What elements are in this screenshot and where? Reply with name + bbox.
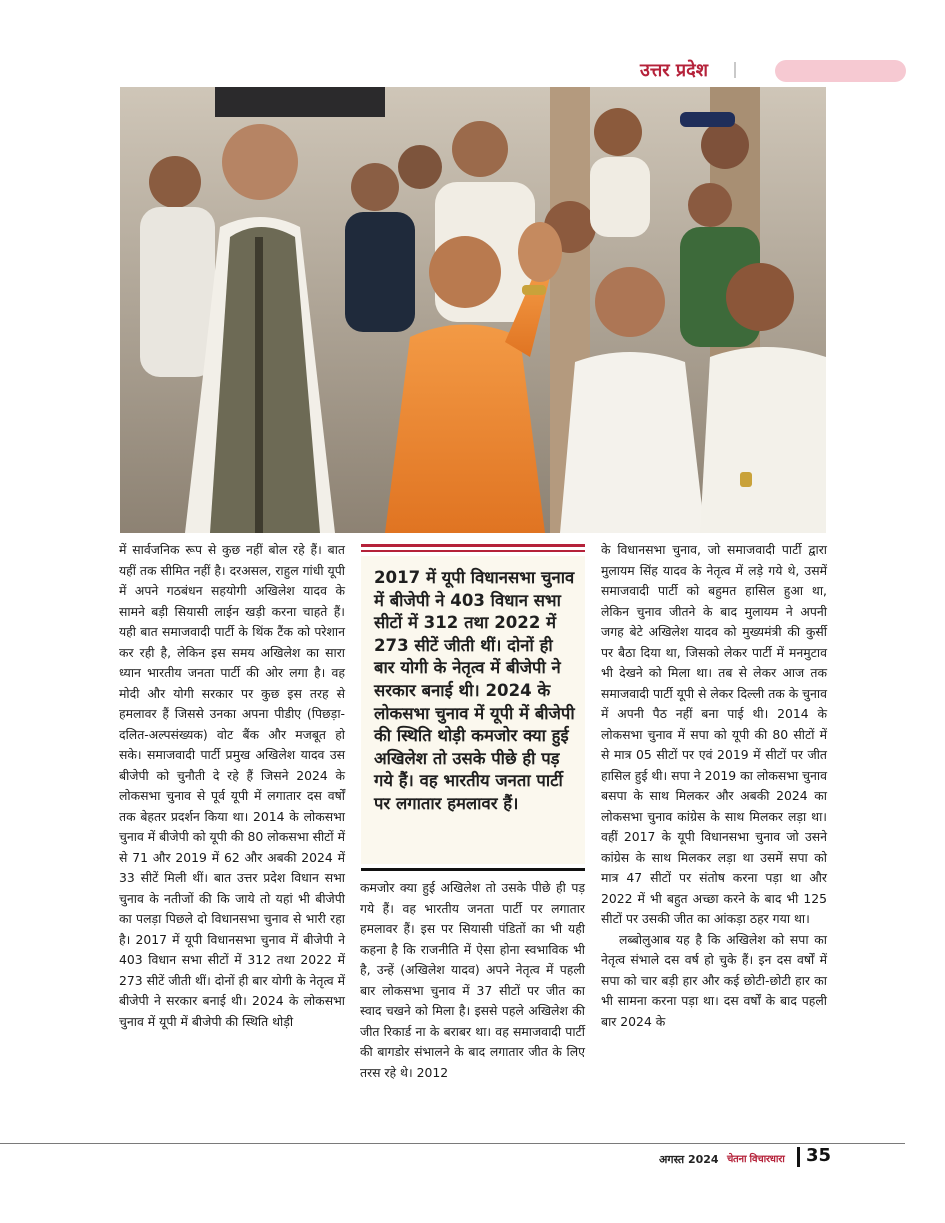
- pull-quote: 2017 में यूपी विधानसभा चुनाव में बीजेपी ने 403 विधान सभा सीटों में 312 तथा 2022 में 273 सीटें जीती थीं। दोनों ही बार योगी के नेतृत्व में बीजेपी ने सरकार बनाई थी। 2024 के लोकसभा चुनाव में यूपी में बीजेपी की स्थिति थोड़ी कमजोर क्या हुई अखिलेश तो उसके पीछे ही पड़ गये हैं। वह भारतीय जनता पार्टी पर लगातार हमलावर हैं।: [374, 568, 575, 813]
- page-number: 35: [806, 1145, 832, 1166]
- quote-rule-top-thin: [361, 550, 585, 552]
- article-column-1: [119, 540, 345, 1032]
- photo-illustration: [120, 87, 826, 533]
- column-1-text: में सार्वजनिक रूप से कुछ नहीं बोल रहे हैं। बात यहीं तक सीमित नहीं है। दरअसल, राहुल गांधी यूपी में अपने गठबंधन सहयोगी अखिलेश यादव के सामने बड़ी सियासी लाईन खड़ी करना चाहते हैं। यही बात समाजवादी पार्टी के थिंक टैंक को परेशान कर रही है, लेकिन इस समय अखिलेश का सारा ध्यान भारतीय जनता पार्टी की ओर लगा है। वह मोदी और योगी सरकार पर कुछ इस तरह से हमलावर हैं जिससे उनका अपना पीडीए (पिछड़ा-दलित-अल्पसंख्यक) वोट बैंक और मजबूत हो सके। समाजवादी पार्टी प्रमुख अखिलेश यादव उस बीजेपी को चुनौती दे रहे हैं जिसने 2024 के लोकसभा चुनाव से पूर्व यूपी में लगातार दस वर्षों तक बेहतर प्रदर्शन किया था। 2014 के लोकसभा चुनाव में बीजेपी को यूपी की 80 लोकसभा सीटों में से 71 और 2019 में 62 और अबकी 2024 में 33 सीटें मिली थीं। बात उत्तर प्रदेश विधान सभा चुनाव के नतीजों की कि जाये तो यहां भी बीजेपी का पलड़ा पिछले दो विधानसभा चुनाव से भारी रहा है। 2017 में यूपी विधानसभा चुनाव में बीजेपी ने 403 विधान सभा सीटों में 312 तथा 2022 में 273 सीटें जीती थीं। दोनों ही बार योगी के नेतृत्व में बीजेपी ने सरकार बनाई थी। 2024 के लोकसभा चुनाव में यूपी में बीजेपी की स्थिति थोड़ी: [119, 542, 345, 1029]
- column-2-text: कमजोर क्या हुई अखिलेश तो उसके पीछे ही पड़ गये हैं। वह भारतीय जनता पार्टी पर लगातार हमलावर हैं। इस पर सियासी पंडितों का भी यही कहना है कि राजनीति में ऐसा होना स्वभाविक भी है, उन्हें (अखिलेश यादव) अपने नेतृत्व में पहली बार लोकसभा चुनाव में 37 सीटों पर जीत का स्वाद चखने को मिला है। इससे पहले अखिलेश की जीत रिकार्ड ना के बराबर था। वह समाजवादी पार्टी की बागडोर संभालने के बाद लगातार जीत के लिए तरस रहे थे। 2012: [360, 880, 585, 1080]
- column-3-text: के विधानसभा चुनाव, जो समाजवादी पार्टी द्वारा मुलायम सिंह यादव के नेतृत्व में लड़े गये थे, उसमें समाजवादी पार्टी को बहुमत हासिल हुआ था, लेकिन चुनाव जीतने के बाद मुलायम ने अपनी जगह बेटे अखिलेश यादव को मुख्यमंत्री की कुर्सी पर बैठा दिया था, जिसको लेकर पार्टी में मनमुटाव भी देखने को मिला था। तब से लेकर आज तक समाजवादी पार्टी यूपी से लेकर दिल्ली तक के चुनाव में अपनी पैठ नहीं बना पाई थी। 2014 के लोकसभा चुनाव में सपा को यूपी की 80 सीटों में से मात्र 05 सीटों पर एवं 2019 में सीटों पर जीत हासिल हुई थी। सपा ने 2019 का लोकसभा चुनाव बसपा के साथ मिलकर और अबकी 2024 का लोकसभा चुनाव कांग्रेस के साथ मिलकर लड़ा था। वहीं 2017 के यूपी विधानसभा चुनाव जो उसने कांग्रेस के साथ मिलकर लड़ा था उसमें सपा को मात्र 47 सीटों पर संतोष करना पड़ा था और 2022 में भी बहुत अच्छा करने के बाद भी 125 सीटों पर उसकी जीत का आंकड़ा ठहर गया था।: [601, 542, 828, 926]
- footer-date: अगस्त 2024: [659, 1153, 719, 1166]
- section-label: उत्तर प्रदेश: [640, 60, 708, 81]
- article-column-2: [360, 878, 585, 1083]
- quote-rule-bottom: [361, 868, 585, 871]
- article-photo: [120, 87, 826, 533]
- section-pill: [775, 60, 906, 82]
- footer-divider: [797, 1147, 800, 1167]
- section-separator: [734, 62, 736, 78]
- quote-rule-top: [361, 544, 585, 547]
- article-column-3: [601, 540, 827, 1032]
- footer-rule: [0, 1143, 905, 1144]
- column-3-paragraph-2: लब्बोलुआब यह है कि अखिलेश को सपा का नेतृत्व संभाले दस वर्ष हो चुके हैं। इन दस वर्षों में सपा को चार बड़ी हार और कई छोटी-छोटी हार का भी सामना करना पड़ा था। दस वर्षों के बाद पहली बार 2024 के: [601, 931, 827, 1029]
- footer-brand: चेतना विचारधारा: [727, 1154, 785, 1165]
